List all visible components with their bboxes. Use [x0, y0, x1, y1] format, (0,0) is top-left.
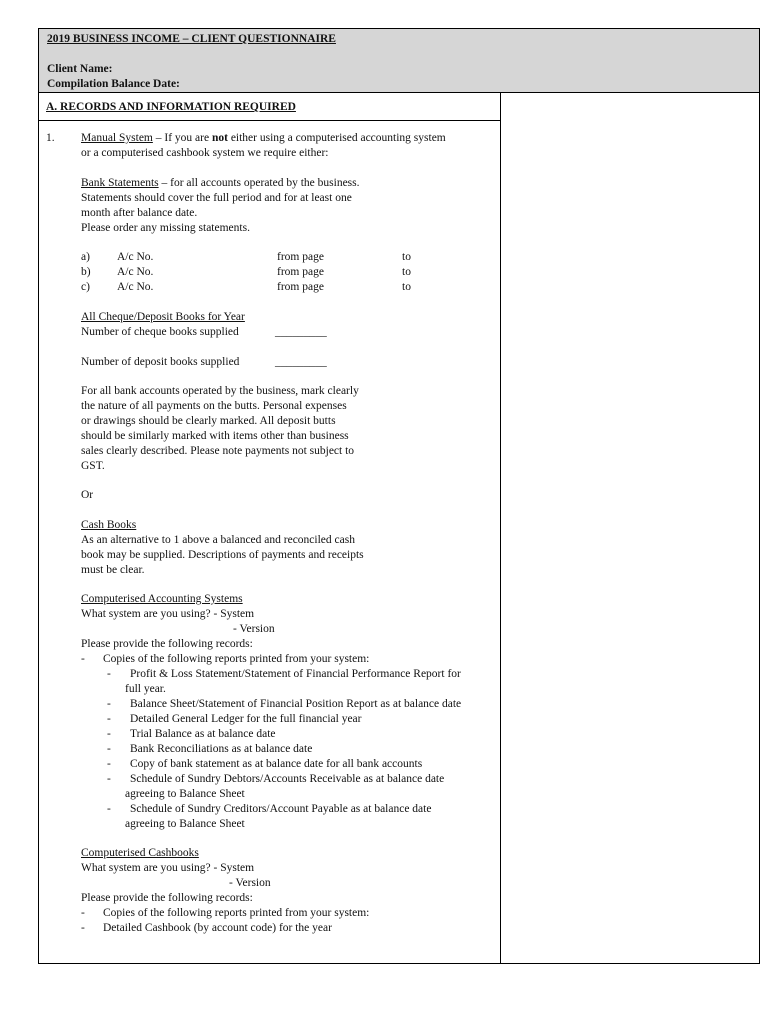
report-item: Detailed General Ledger for the full financial year	[130, 713, 362, 725]
account-label: A/c No.	[117, 251, 154, 263]
manual-system-text: – If you are	[152, 132, 212, 144]
cc-dash: -	[81, 907, 85, 919]
report-item-cont: agreeing to Balance Sheet	[125, 788, 245, 800]
or-text: Or	[81, 489, 94, 501]
report-dash: -	[107, 713, 111, 725]
cash-line: As an alternative to 1 above a balanced and reconciled cash	[81, 534, 355, 546]
report-dash: -	[107, 773, 111, 785]
account-letter: c)	[81, 281, 90, 293]
cc-title: Computerised Cashbooks	[81, 847, 199, 859]
account-to: to	[402, 251, 411, 263]
column-divider	[500, 93, 501, 963]
report-item: Balance Sheet/Statement of Financial Position Report as at balance date	[130, 698, 462, 710]
mark-line: should be similarly marked with items other than business	[81, 430, 349, 442]
account-label: A/c No.	[117, 266, 154, 278]
account-letter: a)	[81, 251, 90, 263]
account-label: A/c No.	[117, 281, 154, 293]
manual-system-text-2: either using a computerised accounting system	[227, 132, 446, 144]
form-title: 2019 BUSINESS INCOME – CLIENT QUESTIONNAIRE	[47, 33, 336, 45]
manual-system-title: Manual System	[81, 132, 153, 144]
report-dash: -	[107, 668, 111, 680]
deposit-books-blank: _________	[275, 356, 327, 368]
cas-version: - Version	[233, 623, 275, 635]
report-item: Profit & Loss Statement/Statement of Financial Performance Report for	[130, 668, 461, 680]
section-a-heading: A. RECORDS AND INFORMATION REQUIRED	[46, 101, 296, 113]
cash-books-title: Cash Books	[81, 519, 137, 531]
cas-dash: -	[81, 653, 85, 665]
cas-title: Computerised Accounting Systems	[81, 593, 243, 605]
bank-statements-text: – for all accounts operated by the business.	[158, 177, 360, 189]
report-item: Schedule of Sundry Creditors/Account Payable as at balance date	[130, 803, 432, 815]
cash-line: book may be supplied. Descriptions of payments and receipts	[81, 549, 364, 561]
mark-line: sales clearly described. Please note payments not subject to	[81, 445, 355, 457]
cc-item: Copies of the following reports printed from your system:	[103, 907, 370, 919]
bank-statements-line	[81, 176, 360, 191]
bank-line: Statements should cover the full period and for at least one	[81, 192, 352, 204]
cash-line: must be clear.	[81, 564, 145, 576]
cc-item: Detailed Cashbook (by account code) for the year	[103, 922, 332, 934]
cheque-books-title: All Cheque/Deposit Books for Year	[81, 311, 245, 323]
client-name-label: Client Name:	[47, 63, 113, 75]
report-item: Schedule of Sundry Debtors/Accounts Receivable as at balance date	[130, 773, 445, 785]
manual-system-line2: or a computerised cashbook system we require either:	[81, 147, 329, 159]
account-to: to	[402, 281, 411, 293]
cas-question: What system are you using? - System	[81, 608, 255, 620]
cc-version: - Version	[229, 877, 271, 889]
account-from: from page	[277, 281, 324, 293]
report-dash: -	[107, 758, 111, 770]
report-item-cont: full year.	[125, 683, 166, 695]
report-item: Trial Balance as at balance date	[130, 728, 276, 740]
report-item-cont: agreeing to Balance Sheet	[125, 818, 245, 830]
balance-date-label: Compilation Balance Date:	[47, 78, 180, 90]
cas-provide: Please provide the following records:	[81, 638, 253, 650]
mark-line: For all bank accounts operated by the business, mark clearly	[81, 385, 359, 397]
deposit-books-label: Number of deposit books supplied	[81, 356, 240, 368]
bank-statements-title: Bank Statements	[81, 177, 159, 189]
cheque-books-blank: _________	[275, 326, 327, 338]
account-to: to	[402, 266, 411, 278]
header-panel	[39, 29, 759, 93]
manual-system-bold: not	[211, 132, 228, 144]
cc-provide: Please provide the following records:	[81, 892, 253, 904]
mark-line: GST.	[81, 460, 105, 472]
bank-line: Please order any missing statements.	[81, 222, 250, 234]
report-dash: -	[107, 698, 111, 710]
report-dash: -	[107, 803, 111, 815]
cheque-books-label: Number of cheque books supplied	[81, 326, 239, 338]
section-rule	[39, 120, 500, 121]
report-item: Bank Reconciliations as at balance date	[130, 743, 313, 755]
mark-line: or drawings should be clearly marked. All deposit butts	[81, 415, 336, 427]
cas-copies: Copies of the following reports printed from your system:	[103, 653, 370, 665]
cc-question: What system are you using? - System	[81, 862, 255, 874]
item-number: 1.	[46, 132, 55, 144]
account-from: from page	[277, 251, 324, 263]
report-item: Copy of bank statement as at balance date for all bank accounts	[130, 758, 423, 770]
mark-line: the nature of all payments on the butts. Personal expenses	[81, 400, 347, 412]
cc-dash: -	[81, 922, 85, 934]
manual-system-line	[81, 131, 446, 146]
account-letter: b)	[81, 266, 91, 278]
report-dash: -	[107, 743, 111, 755]
bank-line: month after balance date.	[81, 207, 198, 219]
account-from: from page	[277, 266, 324, 278]
report-dash: -	[107, 728, 111, 740]
